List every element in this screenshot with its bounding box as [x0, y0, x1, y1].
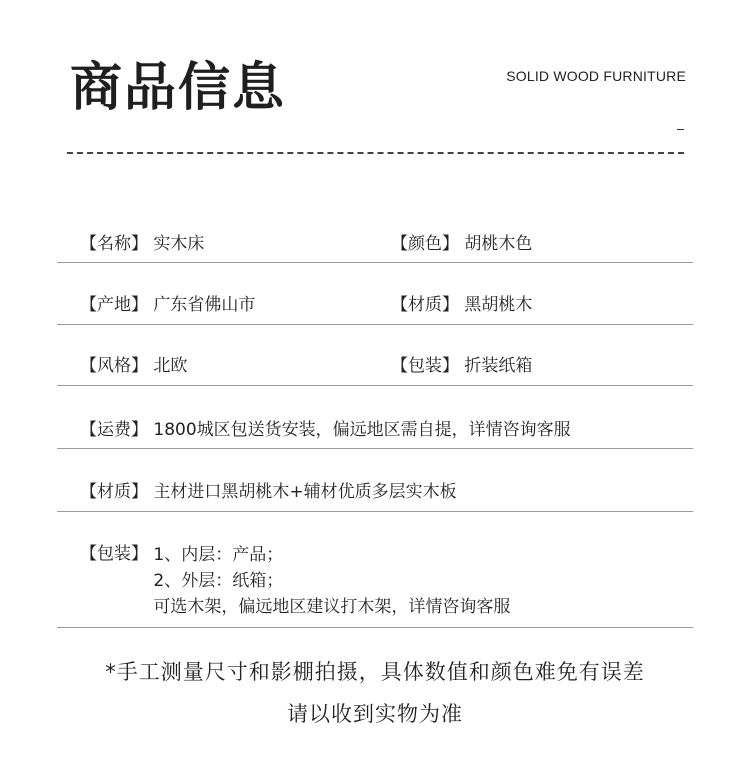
subtitle: SOLID WOOD FURNITURE — [506, 68, 686, 84]
packaging-detail-key: 【包装】 — [80, 544, 148, 564]
shipping-field — [80, 418, 571, 442]
info-row-packaging-detail — [57, 512, 693, 628]
material-value: 黑胡桃木 — [464, 295, 533, 315]
packaging-detail-lines — [153, 542, 510, 620]
header-divider — [67, 152, 684, 154]
packaging-key: 【包装】 — [391, 356, 459, 376]
disclaimer-line-2: 请以收到实物为准 — [287, 702, 463, 726]
packaging-line: 可选木架，偏远地区建议打木架，详情咨询客服 — [153, 597, 511, 617]
style-key: 【风格】 — [80, 356, 148, 376]
packaging-detail-field — [80, 542, 510, 620]
info-table — [57, 202, 693, 628]
info-row-shipping — [57, 386, 693, 449]
material-detail-value: 主材进口黑胡桃木+辅材优质多层实木板 — [153, 482, 457, 502]
origin-value: 广东省佛山市 — [153, 295, 256, 315]
info-row-origin-material — [57, 263, 693, 325]
packaging-value: 折装纸箱 — [464, 356, 533, 376]
style-field — [80, 354, 187, 378]
packaging-field — [391, 354, 532, 378]
name-value: 实木床 — [153, 234, 205, 254]
shipping-value: 1800城区包送货安装，偏远地区需自提，详情咨询客服 — [153, 420, 571, 440]
material-field — [391, 293, 532, 317]
packaging-line: 1、内层：产品； — [153, 545, 284, 565]
name-key: 【名称】 — [80, 234, 148, 254]
style-value: 北欧 — [153, 356, 188, 376]
disclaimer-line-1: *手工测量尺寸和影棚拍摄，具体数值和颜色难免有误差 — [105, 660, 645, 684]
material-detail-key: 【材质】 — [80, 482, 148, 502]
shipping-key: 【运费】 — [80, 420, 148, 440]
info-row-material-detail — [57, 449, 693, 512]
accent-dash — [677, 129, 684, 130]
info-row-style-packaging — [57, 325, 693, 386]
info-row-name-color — [57, 202, 693, 263]
color-key: 【颜色】 — [391, 234, 459, 254]
packaging-line: 2、外层：纸箱； — [153, 571, 284, 591]
material-key: 【材质】 — [391, 295, 459, 315]
page-title: 商品信息 — [70, 58, 287, 118]
name-field — [80, 232, 204, 256]
origin-field — [80, 293, 255, 317]
origin-key: 【产地】 — [80, 295, 148, 315]
material-detail-field — [80, 480, 457, 504]
color-field — [391, 232, 532, 256]
color-value: 胡桃木色 — [464, 234, 533, 254]
